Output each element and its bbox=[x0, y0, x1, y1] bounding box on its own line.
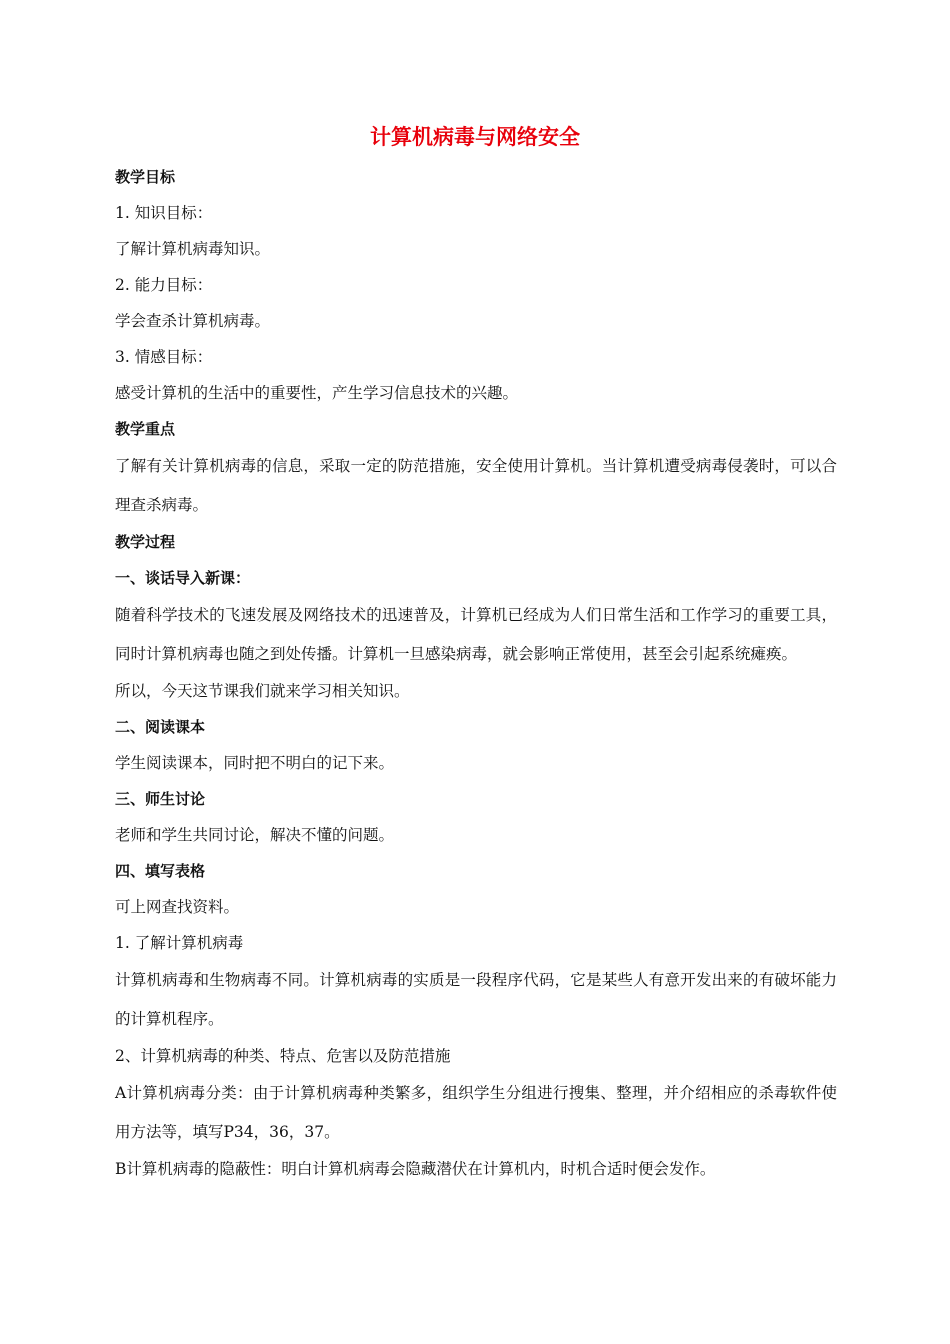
text-line: B计算机病毒的隐蔽性：明白计算机病毒会隐藏潜伏在计算机内，时机合适时便会发作。 bbox=[115, 1160, 716, 1178]
paragraph: A计算机病毒分类：由于计算机病毒种类繁多，组织学生分组进行搜集、整理，并介绍相应的杀毒软件使用方法等，填写P34，36，37。 bbox=[115, 1084, 837, 1141]
text-line: 学会查杀计算机病毒。 bbox=[115, 312, 271, 330]
section-heading: 教学目标 bbox=[115, 168, 176, 186]
text-line: 2. 能力目标： bbox=[115, 276, 213, 294]
text-line: 所以，今天这节课我们就来学习相关知识。 bbox=[115, 682, 410, 700]
text-line: 学生阅读课本，同时把不明白的记下来。 bbox=[115, 754, 395, 772]
paragraph: 随着科学技术的飞速发展及网络技术的迅速普及，计算机已经成为人们日常生活和工作学习的重要工具，同时计算机病毒也随之到处传播。计算机一旦感染病毒，就会影响正常使用，甚至会引起系统瘫痪。 bbox=[115, 606, 837, 663]
document-title: 计算机病毒与网络安全 bbox=[370, 125, 580, 149]
document-body bbox=[115, 159, 837, 1187]
text-line: 1. 了解计算机病毒 bbox=[115, 934, 244, 952]
section-heading: 二、阅读课本 bbox=[115, 718, 206, 736]
paragraph: 了解有关计算机病毒的信息，采取一定的防范措施，安全使用计算机。当计算机遭受病毒侵袭时，可以合理查杀病毒。 bbox=[115, 457, 837, 514]
text-line: 1. 知识目标： bbox=[115, 204, 213, 222]
text-line: 3. 情感目标： bbox=[115, 348, 213, 366]
text-line: 了解计算机病毒知识。 bbox=[115, 240, 271, 258]
paragraph: 计算机病毒和生物病毒不同。计算机病毒的实质是一段程序代码，它是某些人有意开发出来的有破坏能力的计算机程序。 bbox=[115, 971, 837, 1028]
text-line: 感受计算机的生活中的重要性，产生学习信息技术的兴趣。 bbox=[115, 384, 519, 402]
text-line: 可上网查找资料。 bbox=[115, 898, 240, 916]
section-heading: 四、填写表格 bbox=[115, 862, 206, 880]
section-heading: 三、师生讨论 bbox=[115, 790, 206, 808]
text-line: 2、计算机病毒的种类、特点、危害以及防范措施 bbox=[115, 1047, 451, 1065]
section-heading: 教学重点 bbox=[115, 420, 176, 438]
text-line: 老师和学生共同讨论，解决不懂的问题。 bbox=[115, 826, 395, 844]
section-heading: 教学过程 bbox=[115, 533, 176, 551]
section-heading: 一、谈话导入新课： bbox=[115, 569, 251, 587]
